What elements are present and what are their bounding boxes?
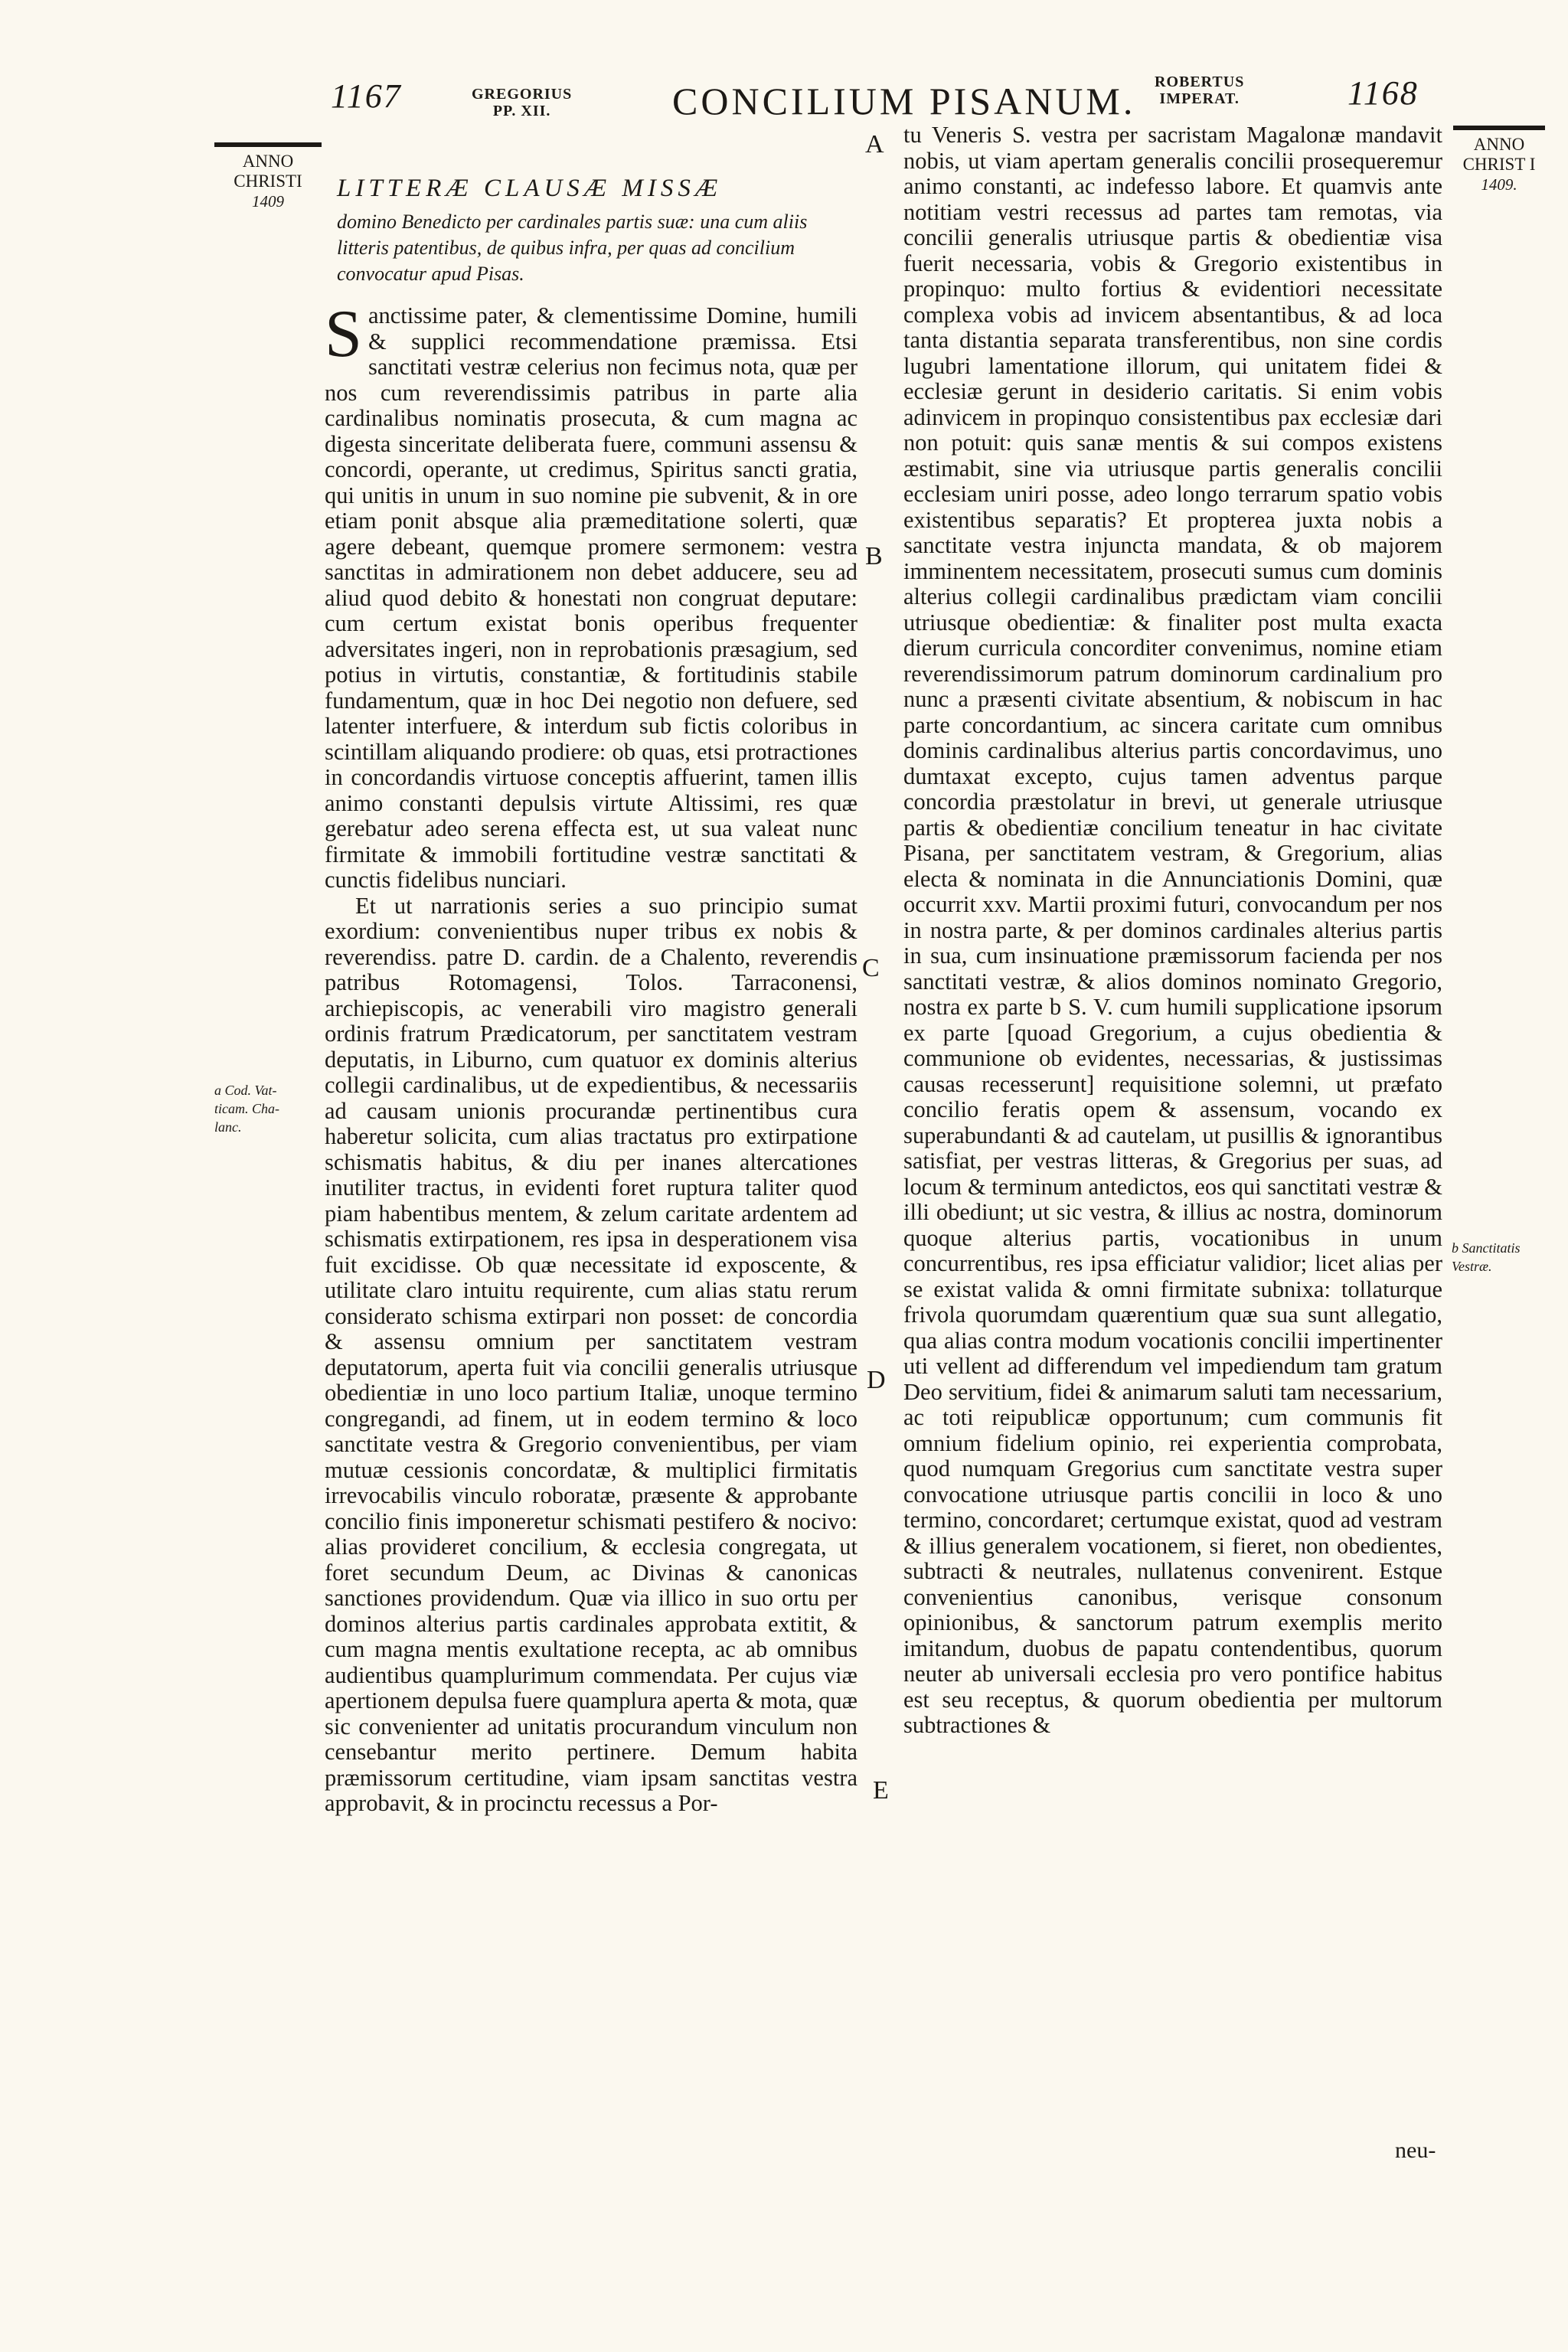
right-margin-note: b Sanctitatis Vestræ. bbox=[1452, 1240, 1521, 1274]
page-title: CONCILIUM PISANUM. bbox=[672, 80, 1136, 122]
right-page-number: 1168 bbox=[1348, 74, 1419, 112]
left-running-head: GREGORIUS PP. XII. bbox=[472, 86, 573, 119]
catchword: neu- bbox=[1395, 2138, 1436, 2163]
section-letter-d: D bbox=[867, 1366, 886, 1394]
letter-rubric bbox=[337, 175, 858, 287]
right-column bbox=[903, 122, 1442, 1739]
paragraph: tu Veneris S. vestra per sacristam Magalonæ mandavit nobis, ut viam apertam generalis concilii prosequeremur animo constanti, ac indefesso labore. Et quamvis ante notitiam vestri recessus ad partes tam remotas, via concilii generalis utriusque partis & obedientiæ visa fuerit necessaria, vobis & Gregorio existentibus in propinquo: multo fortius & evidentiori necessitate complexa vobis ad invicem absentantibus, & ad loca tanta distantia separata transferentibus, non sine cordis lugubri lamentatione illorum, qui unitatem fidei & ecclesiæ gerunt in desiderio caritatis. Si enim vobis adinvicem in propinquo consistentibus pax ecclesiæ dari non potuit: quis sanæ mentis & sui compos existens æstimabit, sine via utriusque partis generalis concilii ecclesiam uniri posse, adeo longo terrarum spatio vobis existentibus separatis? Et propterea juxta nobis a sanctitate vestra injuncta mandata, & ob majorem imminentem necessitatem, prosecuti sumus cum dominis alterius collegii cardinalibus prædictam viam concilii utriusque obedientiæ: & finaliter post multa exacta dierum curricula concorditer convenimus, nomine etiam reverendissimorum patrum dominorum cardinalium pro nunc a præsenti civitate absentium, & nobiscum in hac parte concordantium, ac sincera caritate cum omnibus dominis cardinalibus alterius partis concordavimus, uno dumtaxat excepto, cujus tamen adventus parque concordia præstolatur in brevi, ut generale utriusque partis & obedientiæ concilium teneatur in hac civitate Pisana, per sanctitatem vestram, & Gregorium, alias electa & nominata in die Annunciationis Domini, quæ occurrit xxv. Martii proximi futuri, convocandum per nos in nostra parte, & per dominos cardinales alterius partis in sua, cum insinuatione præmissorum facienda per nos sanctitati vestræ, & alios dominos nominato Gregorio, nostra ex parte b S. V. cum humili supplicatione ipsorum ex parte [quoad Gregorium, a cujus obedientia & communione ob evidentes, necessarias, & justissimas causas recesserunt] requisitione solemni, ut præfato concilio feratis opem & assensum, vocando ex superabundanti & ad cautelam, ut pusillis & ignorantibus satisfiat, per vestras litteras, & Gregorius per suas, ad locum & terminum antedictos, eos qui sanctitati vestræ & illi obediunt; ut sic vestra, & illius ac nostra, dominorum quoque alterius partis, vocationibus in unum concurrentibus, res ipsa efficiatur validior; licet alias per se existat valida & omni firmitate subnixa: tollaturque frivola quorumdam quærentium quæ sua sunt allegatio, qua alias contra modum vocationis concilii impertinenter uti vellent ad differendum vel impediendum tam gratum Deo servitium, fidei & animarum saluti tam necessarium, ac toti reipublicæ opportunum; cum communis fit omnium fidelium opinio, rei experientia comprobata, quod numquam Gregorius cum sanctitate vestra super convocatione utriusque partis concilii in loco & uno termino, concordaret; certumque existat, quod ad vestram & illius generalem vocationem, si fieret, non obedientes, subtracti & neutrales, nullatenus convenirent. Estque convenientius canonibus, verisque consonum opinionibus, & sanctorum patrum exemplis merito imitandum, duobus de papatu contendentibus, quorum neuter ab universali ecclesia pro vero pontifice habitus est seu receptus, & quorum obedientia per multorum subtractiones & bbox=[903, 122, 1442, 1738]
paragraph: Et ut narrationis series a suo principio sumat exordium: convenientibus nuper tribus ex nobis & reverendiss. patre D. cardin. de a Chalento, reverendis patribus Rotomagensi, Tolos. Tarraconensi, archiepiscopis, ac venerabili viro magistro generali ordinis fratrum Prædicatorum, per sanctitatem vestram deputatis, in Liburno, cum quatuor ex dominis alterius collegii cardinalibus, ut de expedientibus, & necessariis ad causam unionis procurandæ pertinentibus cura haberetur solicita, cum alias tractatus pro extirpatione schismatis habitus, & diu per inanes altercationes inutiliter tractus, in evidenti foret ruptura taliter quod piam habentibus mentem, & zelum caritate ardentem ad schismatis extirpationem, res ipsa in desperationem visa fuit excidisse. Ob quæ necessitate id exposcente, & utilitate claro intuitu requirente, cum alias statu rerum considerato schisma extirpari non posset: de concordia & assensu omnium per sanctitatem vestram deputatorum, aperta fuit via concilii generalis utriusque obedientiæ in uno loco partium Italiæ, unoque termino congregandi, ad finem, ut in eodem termino & loco sanctitate vestra & Gregorio convenientibus, per viam mutuæ cessionis concordatæ, & multiplici firmitatis irrevocabilis vinculo roboratæ, præsente & approbante concilio finis imponeretur schismati pestifero & nocivo: alias provideret concilium, & ecclesia congregata, ut foret secundum Deum, ac Divinas & canonicas sanctiones providendum. Quæ via illico in suo ortu per dominos alterius partis cardinales approbata extitit, & cum magna mentis exultatione recepta, ac ab omnibus audientibus quamplurimum commendata. Per cujus viæ apertionem depulsa fuere quamplura aperta & mota, quæ sic convenienter ad unitatis procurandum vinculum non censebantur merito pertinere. Demum habita præmissorum certitudine, viam ipsam sanctitas vestra approbavit, & in procinctu recessus a Por- bbox=[325, 892, 858, 1816]
anno-rule bbox=[1453, 126, 1545, 130]
right-running-head: ROBERTUS IMPERAT. bbox=[1155, 74, 1245, 107]
left-margin-note: a Cod. Vat- ticam. Cha- lanc. bbox=[214, 1083, 279, 1135]
anno-rule bbox=[214, 142, 322, 147]
section-letter-c: C bbox=[862, 954, 880, 982]
paragraph: Sanctissime pater, & clementissime Domine, humili & supplici recommendatione præmissa. Etsi sanctitati vestræ celerius non fecimus nota, quæ per nos cum reverendissimis patribus in parte alia cardinalibus nominatis prosecuta, & cum magna ac digesta sinceritate deliberata fuere, communi assensu & concordi, operante, ut credimus, Spiritus sancti gratia, qui unitis in unum in suo nomine pie subvenit, & in ore etiam ponit absque alia præmeditatione solerti, quæ agere debeant, quemque promere sermonem: vestra sanctitas in admirationem non debet adducere, seu ad aliud quod debito & honestati non congruat deputare: cum certum existat bonis operibus frequenter adversitates ingeri, non in reprobationis præsagium, sed potius in virtutis, constantiæ, & fortitudinis stabile fundamentum, quæ in hoc Dei negotio non defuere, sed latenter interfuere, & interdum sub fictis coloribus in scintillam aliquando prodiere: ob quas, etsi protractiones in concordandis virtuose conceptis affuerint, tamen illis animo constanti depulsis virtute Altissimi, res quæ gerebatur adeo serena effecta est, ut sua valeat nunc firmitate & immobili fortitudine vestræ sanctitati & cunctis fidelibus nunciari. bbox=[325, 297, 858, 893]
section-letter-e: E bbox=[873, 1776, 889, 1805]
left-column bbox=[325, 297, 858, 1817]
section-letter-b: B bbox=[865, 542, 883, 570]
right-anno-box: ANNO CHRIST I 1409. bbox=[1453, 126, 1545, 194]
left-anno-box: ANNO CHRISTI 1409 bbox=[214, 142, 322, 211]
section-letter-a: A bbox=[865, 130, 884, 158]
left-page-number: 1167 bbox=[331, 77, 402, 115]
rubric-subheading: domino Benedicto per cardinales partis suæ: una cum aliis litteris patentibus, de quibus infra, per quas ad concilium convocatur apud Pisas. bbox=[337, 211, 808, 285]
rubric-heading: LITTERÆ CLAUSÆ MISSÆ bbox=[337, 175, 723, 202]
